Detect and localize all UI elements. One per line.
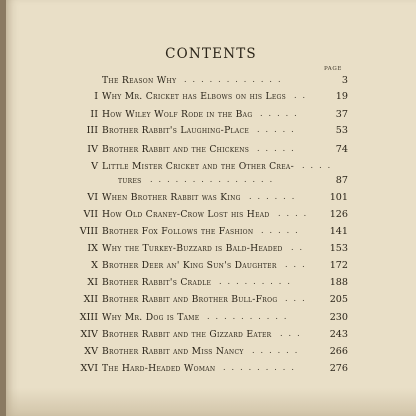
page-title: CONTENTS — [165, 46, 257, 62]
page-number: 205 — [329, 294, 348, 305]
chapter-title: Brother Rabbit's Laughing-Place — [102, 125, 250, 136]
chapter-number: I — [94, 91, 98, 102]
toc-entry — [6, 294, 416, 308]
chapter-number: IX — [87, 243, 98, 254]
page-number: 230 — [329, 312, 348, 323]
dot-leader: .. — [294, 91, 312, 100]
toc-entry — [6, 312, 416, 326]
dot-leader: ...... — [249, 192, 301, 201]
chapter-number: IV — [87, 144, 98, 155]
chapter-title: Brother Rabbit and the Chickens — [102, 144, 250, 155]
chapter-title: How Old Craney-Crow Lost his Head — [102, 209, 270, 220]
book-page — [6, 0, 416, 416]
page-number: 126 — [329, 209, 348, 220]
chapter-title: When Brother Rabbit was King — [102, 192, 241, 203]
dot-leader: ............... — [150, 175, 279, 184]
dot-leader: ............ — [184, 75, 287, 84]
page-number: 276 — [329, 363, 348, 374]
chapter-number: XI — [87, 277, 98, 288]
dot-leader: .......... — [207, 312, 293, 321]
dot-leader: ... — [280, 329, 306, 338]
dot-leader: ..... — [257, 144, 300, 153]
toc-entry — [6, 144, 416, 158]
chapter-title: Why Mr. Dog is Tame — [102, 312, 200, 323]
page-number: 141 — [329, 226, 348, 237]
chapter-title: The Reason Why — [102, 75, 177, 86]
toc-entry — [6, 75, 416, 89]
chapter-number: V — [91, 161, 98, 172]
dot-leader: ..... — [257, 125, 300, 134]
chapter-title: The Hard-Headed Woman — [102, 363, 216, 374]
dot-leader: ... — [285, 294, 311, 303]
chapter-number: II — [90, 109, 98, 120]
dot-leader: ...... — [252, 346, 304, 355]
page-column-header: PAGE — [324, 66, 342, 72]
page-number: 101 — [329, 192, 348, 203]
chapter-title: Brother Rabbit's Cradle — [102, 277, 212, 288]
chapter-number: X — [91, 260, 98, 271]
chapter-number: XVI — [80, 363, 98, 374]
dot-leader: ..... — [260, 109, 303, 118]
toc-entry — [6, 175, 416, 189]
dot-leader: ......... — [219, 277, 296, 286]
toc-entry — [6, 161, 416, 175]
page-number: 3 — [341, 75, 348, 86]
page-number: 153 — [329, 243, 348, 254]
toc-entry — [6, 91, 416, 105]
page-number: 266 — [329, 346, 348, 357]
toc-entry — [6, 260, 416, 274]
chapter-title: Little Mister Cricket and the Other Crea- — [102, 161, 294, 172]
chapter-number: XIV — [80, 329, 98, 340]
chapter-number: VI — [87, 192, 98, 203]
dot-leader: ......... — [223, 363, 300, 372]
toc-entry — [6, 226, 416, 240]
page-number: 74 — [335, 144, 348, 155]
toc-entry — [6, 363, 416, 377]
chapter-title: Brother Deer an' King Sun's Daughter — [102, 260, 277, 271]
toc-entry — [6, 329, 416, 343]
toc-entry — [6, 109, 416, 123]
chapter-number: XII — [83, 294, 98, 305]
chapter-title: Brother Fox Follows the Fashion — [102, 226, 254, 237]
chapter-number: XIII — [79, 312, 98, 323]
chapter-number: III — [86, 125, 98, 136]
toc-entry — [6, 277, 416, 291]
page-number: 87 — [335, 175, 348, 186]
dot-leader: ... — [285, 260, 311, 269]
toc-entry — [6, 192, 416, 206]
chapter-title: Why Mr. Cricket has Elbows on his Legs — [102, 91, 287, 102]
toc-entry — [6, 209, 416, 223]
page-number: 37 — [335, 109, 348, 120]
toc-entry — [6, 243, 416, 257]
page-number: 188 — [329, 277, 348, 288]
toc-entry — [6, 346, 416, 360]
chapter-title: tures — [118, 175, 142, 186]
dot-leader: .... — [278, 209, 313, 218]
chapter-title: Brother Rabbit and Brother Bull-Frog — [102, 294, 278, 305]
page-number: 172 — [329, 260, 348, 271]
chapter-number: VII — [83, 209, 98, 220]
chapter-number: XV — [84, 346, 98, 357]
dot-leader: .. — [291, 243, 309, 252]
toc-entry — [6, 125, 416, 139]
chapter-title: Brother Rabbit and the Gizzard Eater — [102, 329, 272, 340]
page-number: 243 — [329, 329, 348, 340]
page-number: 19 — [335, 91, 348, 102]
page-number: 53 — [335, 125, 348, 136]
dot-leader: .... — [302, 161, 337, 170]
dot-leader: ..... — [261, 226, 304, 235]
chapter-number: VIII — [79, 226, 98, 237]
chapter-title: How Wiley Wolf Rode in the Bag — [102, 109, 253, 120]
chapter-title: Why the Turkey-Buzzard is Bald-Headed — [102, 243, 283, 254]
chapter-title: Brother Rabbit and Miss Nancy — [102, 346, 244, 357]
